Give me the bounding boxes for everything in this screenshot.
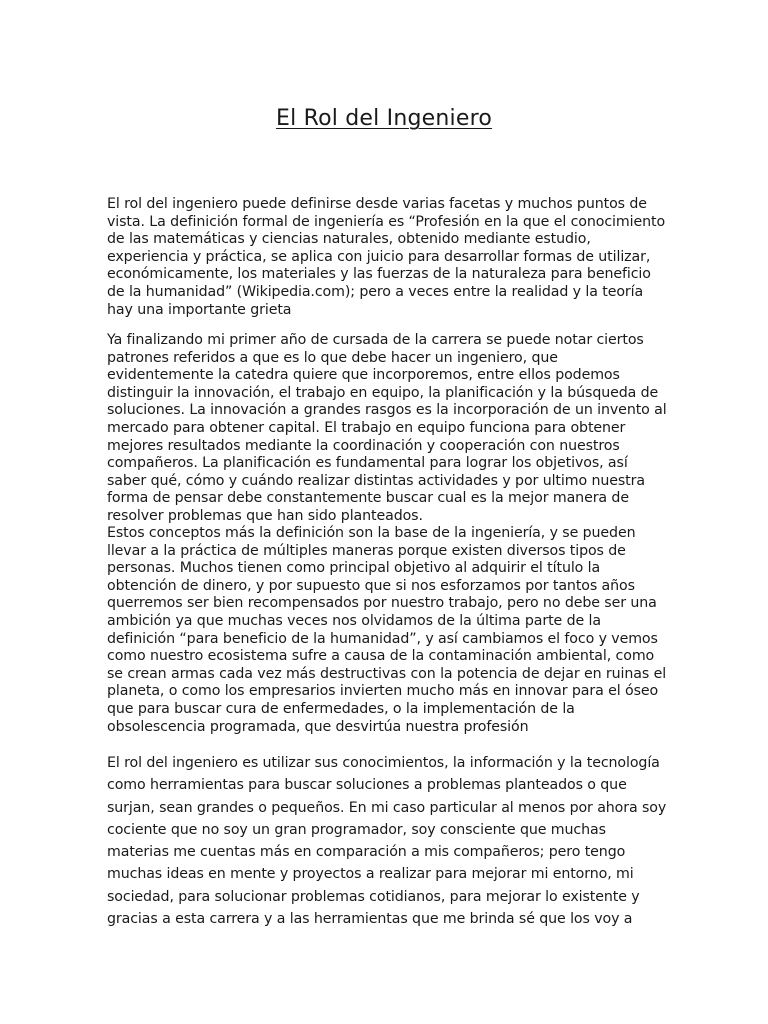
paragraph-definition: El rol del ingeniero puede definirse desde varias facetas y muchos puntos de vista. La definición formal de ingeniería es “Profesión en la que el conocimiento de las matemáticas y ciencias naturales, obtenido mediante estudio, experiencia y práctica, se aplica con juicio para desarrollar formas de utilizar, económicamente, los materiales y las fuerzas de la naturaleza para beneficio de la humanidad” (Wikipedia.com); pero a veces entre la realidad y la teoría hay una importante grieta: [107, 196, 666, 318]
document-title: El Rol del Ingeniero: [275, 106, 493, 131]
paragraph-patterns: Ya finalizando mi primer año de cursada de la carrera se puede notar ciertos patrones referidos a que es lo que debe hacer un ingeniero, que evidentemente la catedra quiere que incorporemos, entre ellos podemos distinguir la innovación, el trabajo en equipo, la planificación y la búsqueda de soluciones. La innovación a grandes rasgos es la incorporación de un invento al mercado para obtener capital. El trabajo en equipo funciona para obtener mejores resultados mediante la coordinación y cooperación con nuestros compañeros. La planificación es fundamental para lograr los objetivos, así saber qué, cómo y cuándo realizar distintas actividades y por ultimo nuestra forma de pensar debe constantemente buscar cual es la mejor manera de resolver problemas que han sido planteados.: [107, 332, 667, 524]
paragraph-role: El rol del ingeniero es utilizar sus conocimientos, la información y la tecnología como herramientas para buscar soluciones a problemas planteados o que surjan, sean grandes o pequeños. En mi caso particular al menos por ahora soy cociente que no soy un gran programador, soy consciente que muchas materias me cuentas más en comparación a mis compañeros; pero tengo muchas ideas en mente y proyectos a realizar para mejorar mi entorno, mi sociedad, para solucionar problemas cotidianos, para mejorar lo existente y gracias a esta carrera y a las herramientas que me brinda sé que los voy a: [107, 755, 667, 928]
paragraph-concepts: Estos conceptos más la definición son la base de la ingeniería, y se pueden llevar a la práctica de múltiples maneras porque existen diversos tipos de personas. Muchos tienen como principal objetivo al adquirir el título la obtención de dinero, y por supuesto que si nos esforzamos por tantos años querremos ser bien recompensados por nuestro trabajo, pero no debe ser una ambición ya que muchas veces nos olvidamos de la última parte de la definición “para beneficio de la humanidad”, y así cambiamos el foco y vemos como nuestro ecosistema sufre a causa de la contaminación ambiental, como se crean armas cada vez más destructivas con la potencia de dejar en ruinas el planeta, o como los empresarios invierten mucho más en innovar para el óseo que para buscar cura de enfermedades, o la implementación de la obsolescencia programada, que desvirtúa nuestra profesión: [107, 525, 667, 735]
